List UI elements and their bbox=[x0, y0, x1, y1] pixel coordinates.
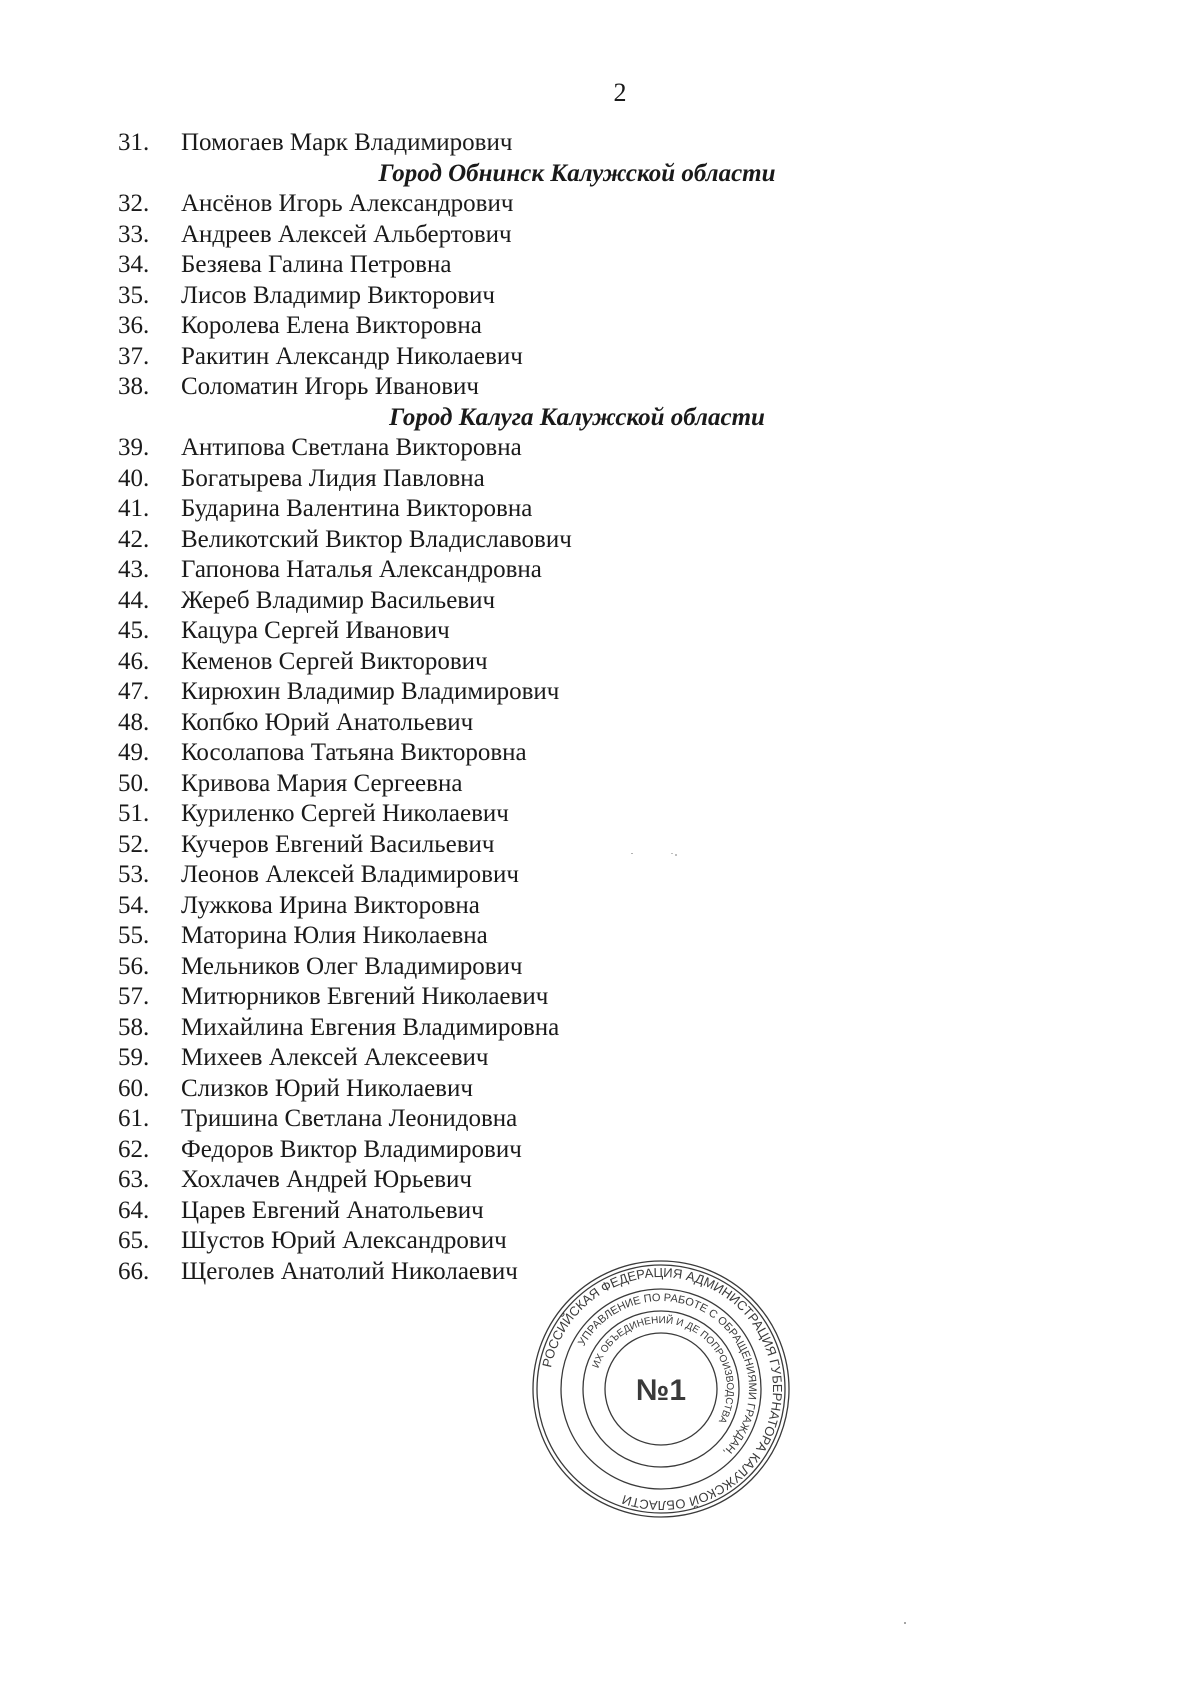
item-number: 42. bbox=[118, 525, 150, 553]
person-name: Андреев Алексей Альбертович bbox=[181, 220, 512, 248]
list-item bbox=[0, 982, 1200, 1012]
list-item bbox=[0, 891, 1200, 921]
person-name: Копбко Юрий Анатольевич bbox=[181, 708, 474, 736]
list-item bbox=[0, 1104, 1200, 1134]
item-number: 56. bbox=[118, 952, 150, 980]
person-name: Леонов Алексей Владимирович bbox=[181, 861, 519, 888]
seal-inner-text: ИХ ОБЪЕДИНЕНИЙ И ДЕ ПОПРОИЗВОДСТВА bbox=[590, 1314, 736, 1425]
item-number: 53. bbox=[118, 861, 150, 888]
list-item bbox=[0, 830, 1200, 860]
list-item bbox=[0, 677, 1200, 707]
person-name: Королева Елена Викторовна bbox=[181, 312, 482, 339]
person-name: Богатырева Лидия Павловна bbox=[181, 464, 485, 492]
list-item bbox=[0, 769, 1200, 799]
item-number: 50. bbox=[118, 769, 150, 797]
list-item bbox=[0, 616, 1200, 646]
item-number: 45. bbox=[118, 617, 150, 644]
list-item bbox=[0, 1196, 1200, 1226]
item-number: 64. bbox=[118, 1196, 150, 1224]
list-item bbox=[0, 1135, 1200, 1165]
item-number: 43. bbox=[118, 556, 150, 583]
list-item bbox=[0, 799, 1200, 829]
list-item bbox=[0, 189, 1200, 219]
item-number: 63. bbox=[118, 1166, 150, 1193]
seal-outer-text: РОССИЙСКАЯ ФЕДЕРАЦИЯ АДМИНИСТРАЦИЯ ГУБЕРНАТОРА КАЛУЖСКОЙ ОБЛАСТИ bbox=[539, 1264, 786, 1514]
person-name: Маторина Юлия Николаевна bbox=[181, 922, 488, 949]
person-name: Ракитин Александр Николаевич bbox=[181, 342, 523, 370]
person-name: Михайлина Евгения Владимировна bbox=[181, 1013, 560, 1041]
page-number: 2 bbox=[613, 78, 627, 107]
item-number: 34. bbox=[118, 251, 150, 278]
list-item bbox=[0, 220, 1200, 250]
list-item bbox=[0, 281, 1200, 311]
person-name: Кучеров Евгений Васильевич bbox=[181, 830, 495, 858]
list-item bbox=[0, 921, 1200, 951]
person-name: Щеголев Анатолий Николаевич bbox=[181, 1257, 518, 1285]
item-number: 51. bbox=[118, 800, 150, 827]
person-name: Кеменов Сергей Викторович bbox=[181, 647, 488, 675]
person-name: Бударина Валентина Викторовна bbox=[181, 495, 533, 522]
list-item bbox=[0, 708, 1200, 738]
item-number: 46. bbox=[118, 647, 150, 675]
list-item bbox=[0, 128, 1200, 158]
list-item bbox=[0, 494, 1200, 524]
item-number: 32. bbox=[118, 190, 150, 217]
item-number: 38. bbox=[118, 373, 150, 400]
list-item bbox=[0, 1043, 1200, 1073]
person-name: Ансёнов Игорь Александрович bbox=[181, 190, 514, 217]
person-name: Мельников Олег Владимирович bbox=[181, 952, 523, 980]
list-item bbox=[0, 586, 1200, 616]
person-name: Антипова Светлана Викторовна bbox=[181, 434, 522, 461]
item-number: 54. bbox=[118, 891, 150, 919]
item-number: 55. bbox=[118, 922, 150, 949]
item-number: 52. bbox=[118, 830, 150, 858]
person-name: Кривова Мария Сергеевна bbox=[181, 769, 463, 797]
item-number: 31. bbox=[118, 129, 150, 156]
list-item bbox=[0, 342, 1200, 372]
person-name: Кацура Сергей Иванович bbox=[181, 617, 450, 644]
person-name: Безяева Галина Петровна bbox=[181, 251, 452, 278]
person-name: Михеев Алексей Алексеевич bbox=[181, 1044, 489, 1071]
list-item bbox=[0, 464, 1200, 494]
person-name: Митюрников Евгений Николаевич bbox=[181, 983, 549, 1010]
person-name: Гапонова Наталья Александровна bbox=[181, 556, 542, 583]
item-number: 47. bbox=[118, 678, 150, 705]
person-name: Куриленко Сергей Николаевич bbox=[181, 800, 509, 827]
item-number: 37. bbox=[118, 342, 150, 370]
person-name: Лужкова Ирина Викторовна bbox=[181, 891, 480, 919]
item-number: 35. bbox=[118, 281, 150, 309]
list-item bbox=[0, 1226, 1200, 1256]
list-item bbox=[0, 860, 1200, 890]
item-number: 39. bbox=[118, 434, 150, 461]
seal-middle-text: УПРАВЛЕНИЕ ПО РАБОТЕ С ОБРАЩЕНИЯМИ ГРАЖДАН, bbox=[576, 1291, 759, 1458]
section-title: Город Калуга Калужской области bbox=[389, 403, 765, 431]
person-name: Лисов Владимир Викторович bbox=[181, 281, 496, 309]
section-heading bbox=[0, 159, 1200, 189]
item-number: 58. bbox=[118, 1013, 150, 1041]
person-name: Слизков Юрий Николаевич bbox=[181, 1074, 473, 1102]
item-number: 36. bbox=[118, 312, 150, 339]
person-name: Тришина Светлана Леонидовна bbox=[181, 1105, 518, 1132]
person-name: Помогаев Марк Владимирович bbox=[181, 129, 513, 156]
item-number: 59. bbox=[118, 1044, 150, 1071]
person-name: Шустов Юрий Александрович bbox=[181, 1227, 507, 1254]
item-number: 65. bbox=[118, 1227, 150, 1254]
person-name: Хохлачев Андрей Юрьевич bbox=[181, 1166, 472, 1193]
item-number: 49. bbox=[118, 739, 150, 766]
item-number: 40. bbox=[118, 464, 150, 492]
list-item bbox=[0, 1013, 1200, 1043]
person-name: Соломатин Игорь Иванович bbox=[181, 373, 479, 400]
item-number: 62. bbox=[118, 1135, 150, 1163]
item-number: 57. bbox=[118, 983, 150, 1010]
list-item bbox=[0, 1074, 1200, 1104]
seal-center-text: №1 bbox=[635, 1374, 687, 1407]
item-number: 41. bbox=[118, 495, 150, 522]
person-name: Косолапова Татьяна Викторовна bbox=[181, 739, 527, 766]
list-item bbox=[0, 250, 1200, 280]
list-item bbox=[0, 311, 1200, 341]
section-heading bbox=[0, 403, 1200, 433]
list-item bbox=[0, 555, 1200, 585]
item-number: 48. bbox=[118, 708, 150, 736]
item-number: 33. bbox=[118, 220, 150, 248]
scan-specks bbox=[620, 853, 940, 1653]
person-name: Федоров Виктор Владимирович bbox=[181, 1135, 522, 1163]
item-number: 44. bbox=[118, 586, 150, 614]
list-item bbox=[0, 372, 1200, 402]
person-name: Жереб Владимир Васильевич bbox=[181, 586, 496, 614]
person-name: Великотский Виктор Владиславович bbox=[181, 525, 572, 553]
section-title: Город Обнинск Калужской области bbox=[378, 159, 776, 187]
list-item bbox=[0, 1165, 1200, 1195]
person-name: Царев Евгений Анатольевич bbox=[181, 1196, 484, 1224]
list-item bbox=[0, 647, 1200, 677]
list-item bbox=[0, 738, 1200, 768]
item-number: 60. bbox=[118, 1074, 150, 1102]
item-number: 66. bbox=[118, 1257, 150, 1285]
item-number: 61. bbox=[118, 1105, 150, 1132]
list-item bbox=[0, 433, 1200, 463]
person-name: Кирюхин Владимир Владимирович bbox=[181, 678, 560, 705]
list-item bbox=[0, 952, 1200, 982]
list-item bbox=[0, 525, 1200, 555]
